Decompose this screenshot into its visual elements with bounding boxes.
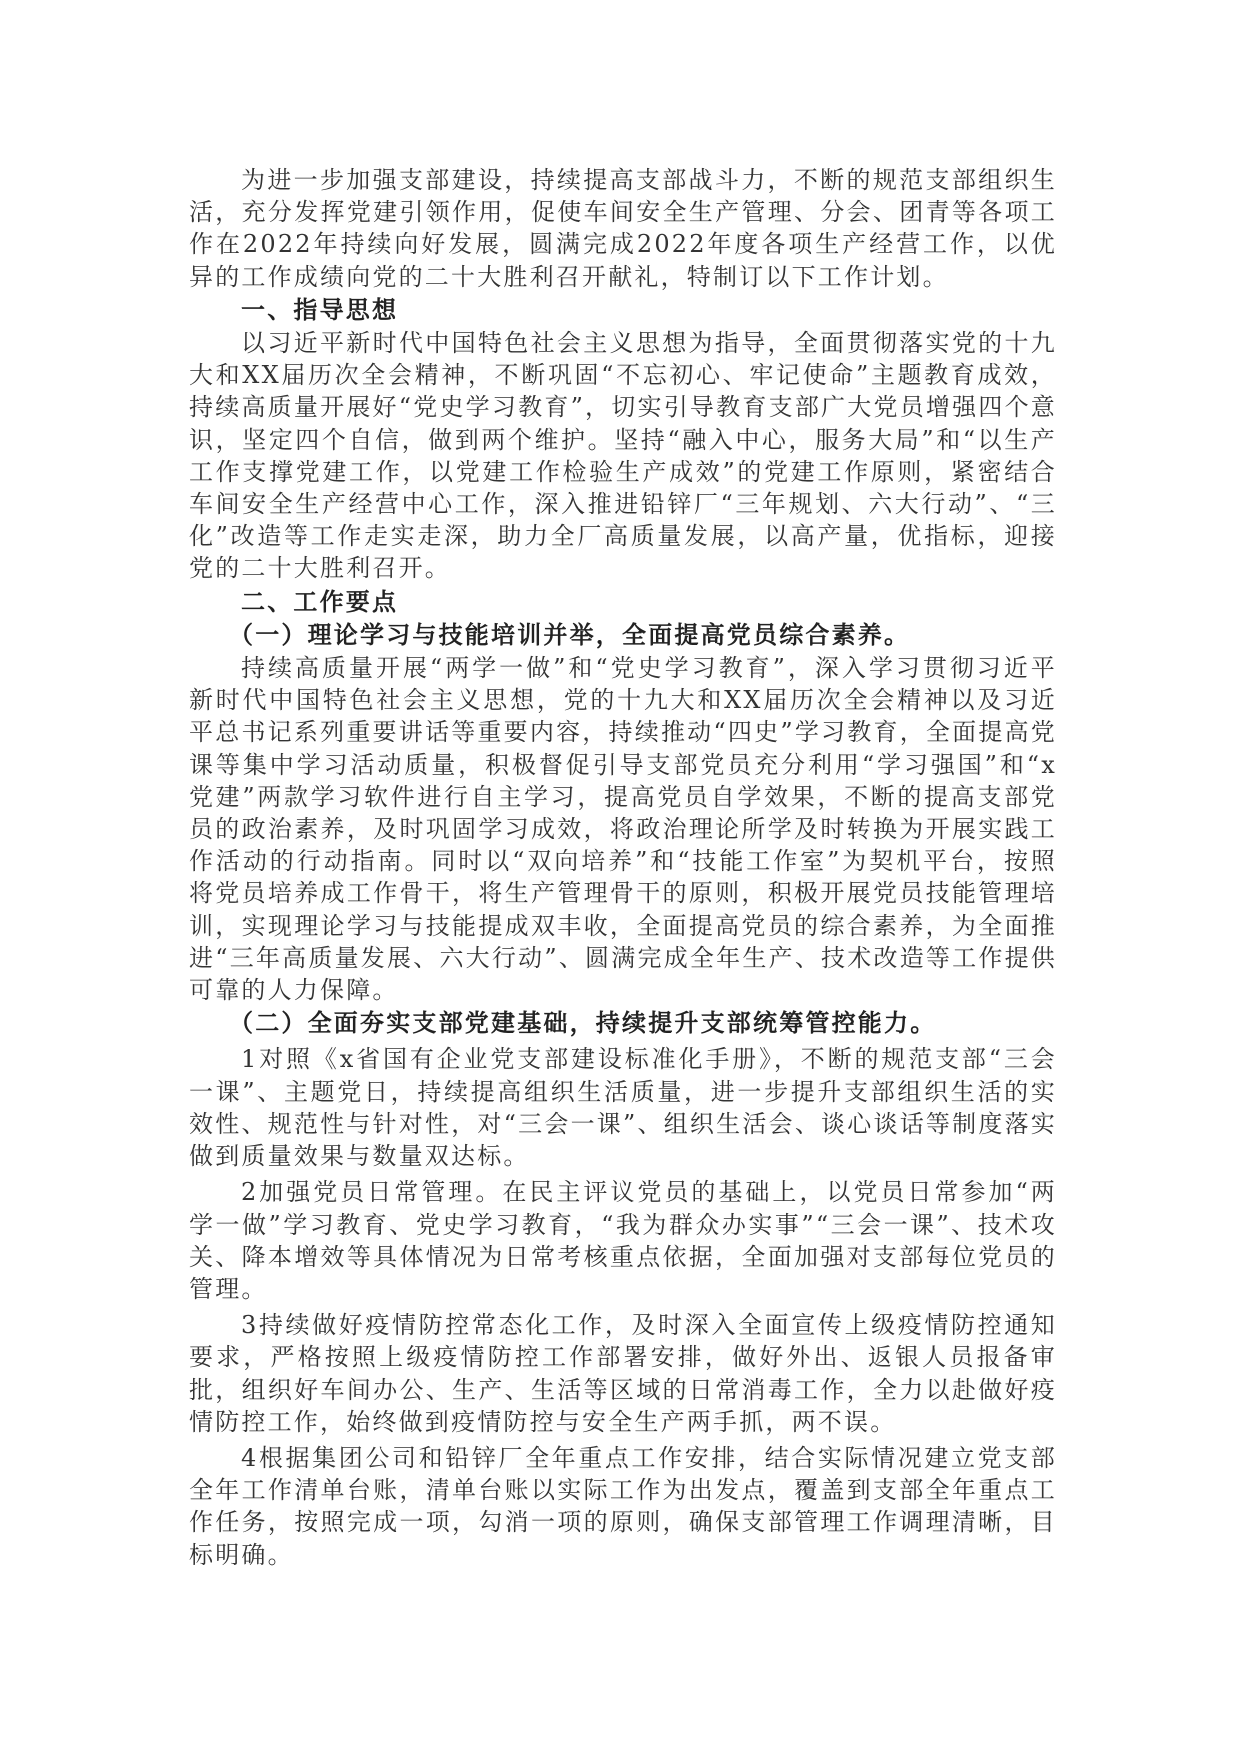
intro-paragraph: 为进一步加强支部建设，持续提高支部战斗力，不断的规范支部组织生活，充分发挥党建引领作用，促使车间安全生产管理、分会、团青等各项工作在2022年持续向好发展，圆满完成2022年度各项生产经营工作，以优异的工作成绩向党的二十大胜利召开献礼，特制订以下工作计划。 (189, 166, 1057, 291)
list-item: 3持续做好疫情防控常态化工作，及时深入全面宣传上级疫情防控通知要求，严格按照上级疫情防控工作部署安排，做好外出、返银人员报备审批，组织好车间办公、生产、生活等区域的日常消毒工作，全力以赴做好疫情防控工作，始终做到疫情防控与安全生产两手抓，两不误。 (189, 1311, 1057, 1436)
list-item: 4根据集团公司和铅锌厂全年重点工作安排，结合实际情况建立党支部全年工作清单台账，清单台账以实际工作为出发点，覆盖到支部全年重点工作任务，按照完成一项，勾消一项的原则，确保支部管理工作调理清晰，目标明确。 (189, 1443, 1057, 1569)
list-item: 2加强党员日常管理。在民主评议党员的基础上，以党员日常参加“两学一做”学习教育、党史学习教育，“我为群众办实事”“三会一课”、技术攻关、降本增效等具体情况为日常考核重点依据，全面加强对支部每位党员的管理。 (189, 1178, 1057, 1303)
guiding-ideology-paragraph: 以习近平新时代中国特色社会主义思想为指导，全面贯彻落实党的十九大和XX届历次全会精神，不断巩固“不忘初心、牢记使命”主题教育成效，持续高质量开展好“党史学习教育”，切实引导教育支部广大党员增强四个意识，坚定四个自信，做到两个维护。坚持“融入中心，服务大局”和“以生产工作支撑党建工作，以党建工作检验生产成效”的党建工作原则，紧密结合车间安全生产经营中心工作，深入推进铅锌厂“三年规划、六大行动”、“三化”改造等工作走实走深，助力全厂高质量发展，以高产量，优指标，迎接党的二十大胜利召开。 (189, 329, 1057, 583)
theory-study-paragraph: 持续高质量开展“两学一做”和“党史学习教育”，深入学习贯彻习近平新时代中国特色社会主义思想，党的十九大和XX届历次全会精神以及习近平总书记系列重要讲话等重要内容，持续推动“四史”学习教育，全面提高党课等集中学习活动质量，积极督促引导支部党员充分利用“学习强国”和“x党建”两款学习软件进行自主学习，提高党员自学效果，不断的提高支部党员的政治素养，及时巩固学习成效，将政治理论所学及时转换为开展实践工作活动的行动指南。同时以“双向培养”和“技能工作室”为契机平台，按照将党员培养成工作骨干，将生产管理骨干的原则，积极开展党员技能管理培训，实现理论学习与技能提成双丰收，全面提高党员的综合素养，为全面推进“三年高质量发展、六大行动”、圆满完成全年生产、技术改造等工作提供可靠的人力保障。 (189, 654, 1057, 1005)
document-page (189, 164, 1057, 1575)
section-heading-guiding-ideology: 一、指导思想 (241, 294, 399, 324)
subsection-heading-party-foundation: （二）全面夯实支部党建基础，持续提升支部统筹管控能力。 (229, 1008, 937, 1038)
list-item: 1对照《x省国有企业党支部建设标准化手册》，不断的规范支部“三会一课”、主题党日，持续提高组织生活质量，进一步提升支部组织生活的实效性、规范性与针对性，对“三会一课”、组织生活会、谈心谈话等制度落实做到质量效果与数量双达标。 (189, 1045, 1057, 1171)
subsection-heading-theory-study: （一）理论学习与技能培训并举，全面提高党员综合素养。 (229, 619, 911, 649)
section-heading-work-points: 二、工作要点 (241, 586, 399, 616)
